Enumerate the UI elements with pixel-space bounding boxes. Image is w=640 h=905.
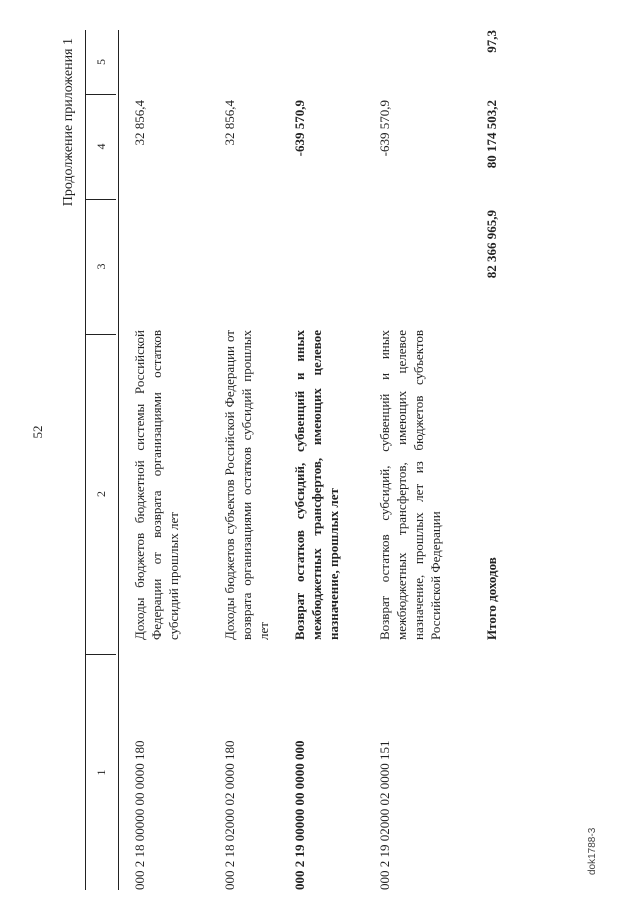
- row-code: 000 2 18 02000 02 0000 180: [222, 740, 237, 890]
- rotated-table-page: [58, 30, 598, 890]
- column-header-2: 2: [86, 334, 116, 655]
- document-id: dok1788-3: [587, 827, 598, 875]
- row-value-4: -639 570,9: [292, 100, 307, 157]
- row-value-4: 32 856,4: [132, 100, 147, 146]
- page-number: 52: [30, 425, 45, 439]
- row-description: Доходы бюджетов бюджетной системы Российской Федерации от возврата организациями остатков субсидий прошлых лет: [132, 330, 181, 640]
- column-header-3: 3: [86, 199, 116, 335]
- total-value-5: 97,3: [484, 30, 499, 53]
- row-code: 000 2 19 00000 00 0000 000: [292, 740, 307, 890]
- column-header-4: 4: [86, 94, 116, 200]
- row-description: Возврат остатков субсидий, субвенций и иных межбюджетных трансфертов, имеющих целевое назначение, прошлых лет: [292, 330, 341, 640]
- total-label: Итого доходов: [484, 557, 499, 640]
- row-description: Доходы бюджетов субъектов Российской Федерации от возврата организациями остатков субсидий прошлых лет: [222, 330, 271, 640]
- column-header-1: 1: [94, 769, 108, 776]
- column-number-header: [85, 30, 119, 890]
- table-caption: Продолжение приложения 1: [61, 38, 76, 207]
- row-value-4: -639 570,9: [377, 100, 392, 157]
- column-header-5: 5: [86, 30, 116, 95]
- total-value-3: 82 366 965,9: [484, 210, 499, 279]
- row-value-4: 32 856,4: [222, 100, 237, 146]
- row-code: 000 2 19 02000 02 0000 151: [377, 740, 392, 890]
- row-code: 000 2 18 00000 00 0000 180: [132, 740, 147, 890]
- row-description: Возврат остатков субсидий, субвенций и иных межбюджетных трансфертов, имеющих целевое назначение, прошлых лет из бюджетов субъектов Российской Федерации: [377, 330, 443, 640]
- total-value-4: 80 174 503,2: [484, 100, 499, 169]
